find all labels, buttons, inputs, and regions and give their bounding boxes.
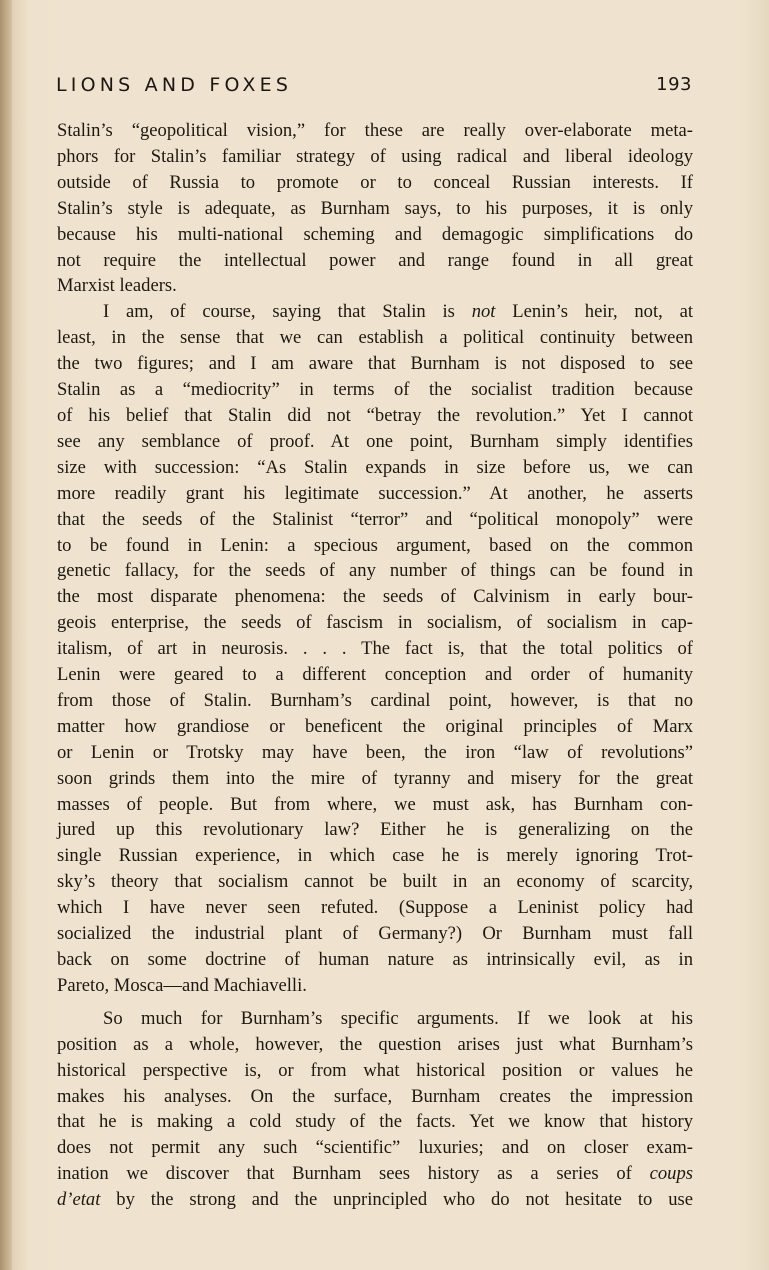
text-line: position as a whole, however, the question arises just what Burnham’s (57, 1033, 693, 1055)
text-line (57, 1161, 693, 1187)
text-line: geois enterprise, the seeds of fascism in socialism, of socialism in cap- (57, 612, 693, 634)
emphasis: not (471, 301, 496, 323)
book-spine-shadow (0, 0, 12, 1270)
text-line: socialized the industrial plant of Germany?) Or Burnham must fall (57, 923, 693, 945)
text-line: of his belief that Stalin did not “betray the revolution.” Yet I cannot (57, 404, 693, 426)
text-line: see any semblance of proof. At one point, Burnham simply identifies (57, 430, 693, 452)
text-line: Pareto, Mosca—and Machiavelli. (57, 974, 307, 996)
text-line: phors for Stalin’s familiar strategy of using radical and liberal ideology (57, 145, 693, 167)
text-line: that the seeds of the Stalinist “terror” and “political monopoly” were (57, 508, 693, 530)
emphasis: d’etat (57, 1189, 101, 1211)
text-line: the most disparate phenomena: the seeds of Calvinism in early bour- (57, 586, 693, 608)
text-line: which I have never seen refuted. (Suppose a Leninist policy had (57, 897, 693, 919)
text-line: not require the intellectual power and range found in all great (57, 249, 693, 271)
running-head: LIONS AND FOXES (56, 74, 293, 96)
text-line: makes his analyses. On the surface, Burnham creates the impression (57, 1085, 693, 1107)
text-line: from those of Stalin. Burnham’s cardinal point, however, is that no (57, 689, 693, 711)
text-line: masses of people. But from where, we must ask, has Burnham con- (57, 793, 693, 815)
text-line: because his multi-national scheming and demagogic simplifications do (57, 223, 693, 245)
text-line: or Lenin or Trotsky may have been, the iron “law of revolutions” (57, 741, 693, 763)
text-line: more readily grant his legitimate succession.” At another, he asserts (57, 482, 693, 504)
text-run: Lenin’s heir, not, at (495, 301, 693, 323)
paragraph-2 (57, 299, 693, 998)
text-line: historical perspective is, or from what historical position or values he (57, 1059, 693, 1081)
text-line: Lenin were geared to a different conception and order of humanity (57, 664, 693, 686)
text-line: soon grinds them into the mire of tyranny and misery for the great (57, 767, 693, 789)
text-run: ination we discover that Burnham sees history as a series of (57, 1163, 650, 1185)
text-line: size with succession: “As Stalin expands in size before us, we can (57, 456, 693, 478)
text-line: genetic fallacy, for the seeds of any number of things can be found in (57, 560, 693, 582)
text-line: italism, of art in neurosis. . . . The fact is, that the total politics of (57, 638, 693, 660)
text-line: that he is making a cold study of the facts. Yet we know that history (57, 1111, 693, 1133)
text-line: So much for Burnham’s specific arguments. If we look at his (103, 1007, 693, 1029)
text-line (57, 299, 693, 325)
body-text (57, 118, 693, 1213)
text-line: jured up this revolutionary law? Either he is generalizing on the (57, 819, 693, 841)
text-line: outside of Russia to promote or to conceal Russian interests. If (57, 171, 693, 193)
text-line: single Russian experience, in which case he is merely ignoring Trot- (57, 845, 693, 867)
text-line: to be found in Lenin: a specious argument, based on the common (57, 534, 693, 556)
text-line: least, in the sense that we can establish a political continuity between (57, 327, 693, 349)
paragraph-1 (57, 118, 693, 299)
text-line: the two figures; and I am aware that Burnham is not disposed to see (57, 353, 693, 375)
text-line: does not permit any such “scientific” luxuries; and on closer exam- (57, 1137, 693, 1159)
page-header (56, 74, 692, 104)
text-line: Stalin as a “mediocrity” in terms of the socialist tradition because (57, 379, 693, 401)
page-number: 193 (656, 74, 692, 95)
text-run: by the strong and the unprincipled who do not hesitate to use (100, 1189, 693, 1211)
text-line: Marxist leaders. (57, 275, 177, 297)
paragraph-3 (57, 1006, 693, 1213)
text-line: Stalin’s “geopolitical vision,” for these are really over-elaborate meta- (57, 120, 693, 141)
text-line: back on some doctrine of human nature as intrinsically evil, as in (57, 949, 693, 970)
text-line: sky’s theory that socialism cannot be built in an economy of scarcity, (57, 871, 693, 893)
text-line (57, 1187, 693, 1213)
emphasis: coups (649, 1163, 693, 1185)
text-line: matter how grandiose or beneficent the original principles of Marx (57, 715, 693, 737)
text-run: I am, of course, saying that Stalin is (103, 301, 472, 323)
text-line: Stalin’s style is adequate, as Burnham says, to his purposes, it is only (57, 197, 693, 219)
